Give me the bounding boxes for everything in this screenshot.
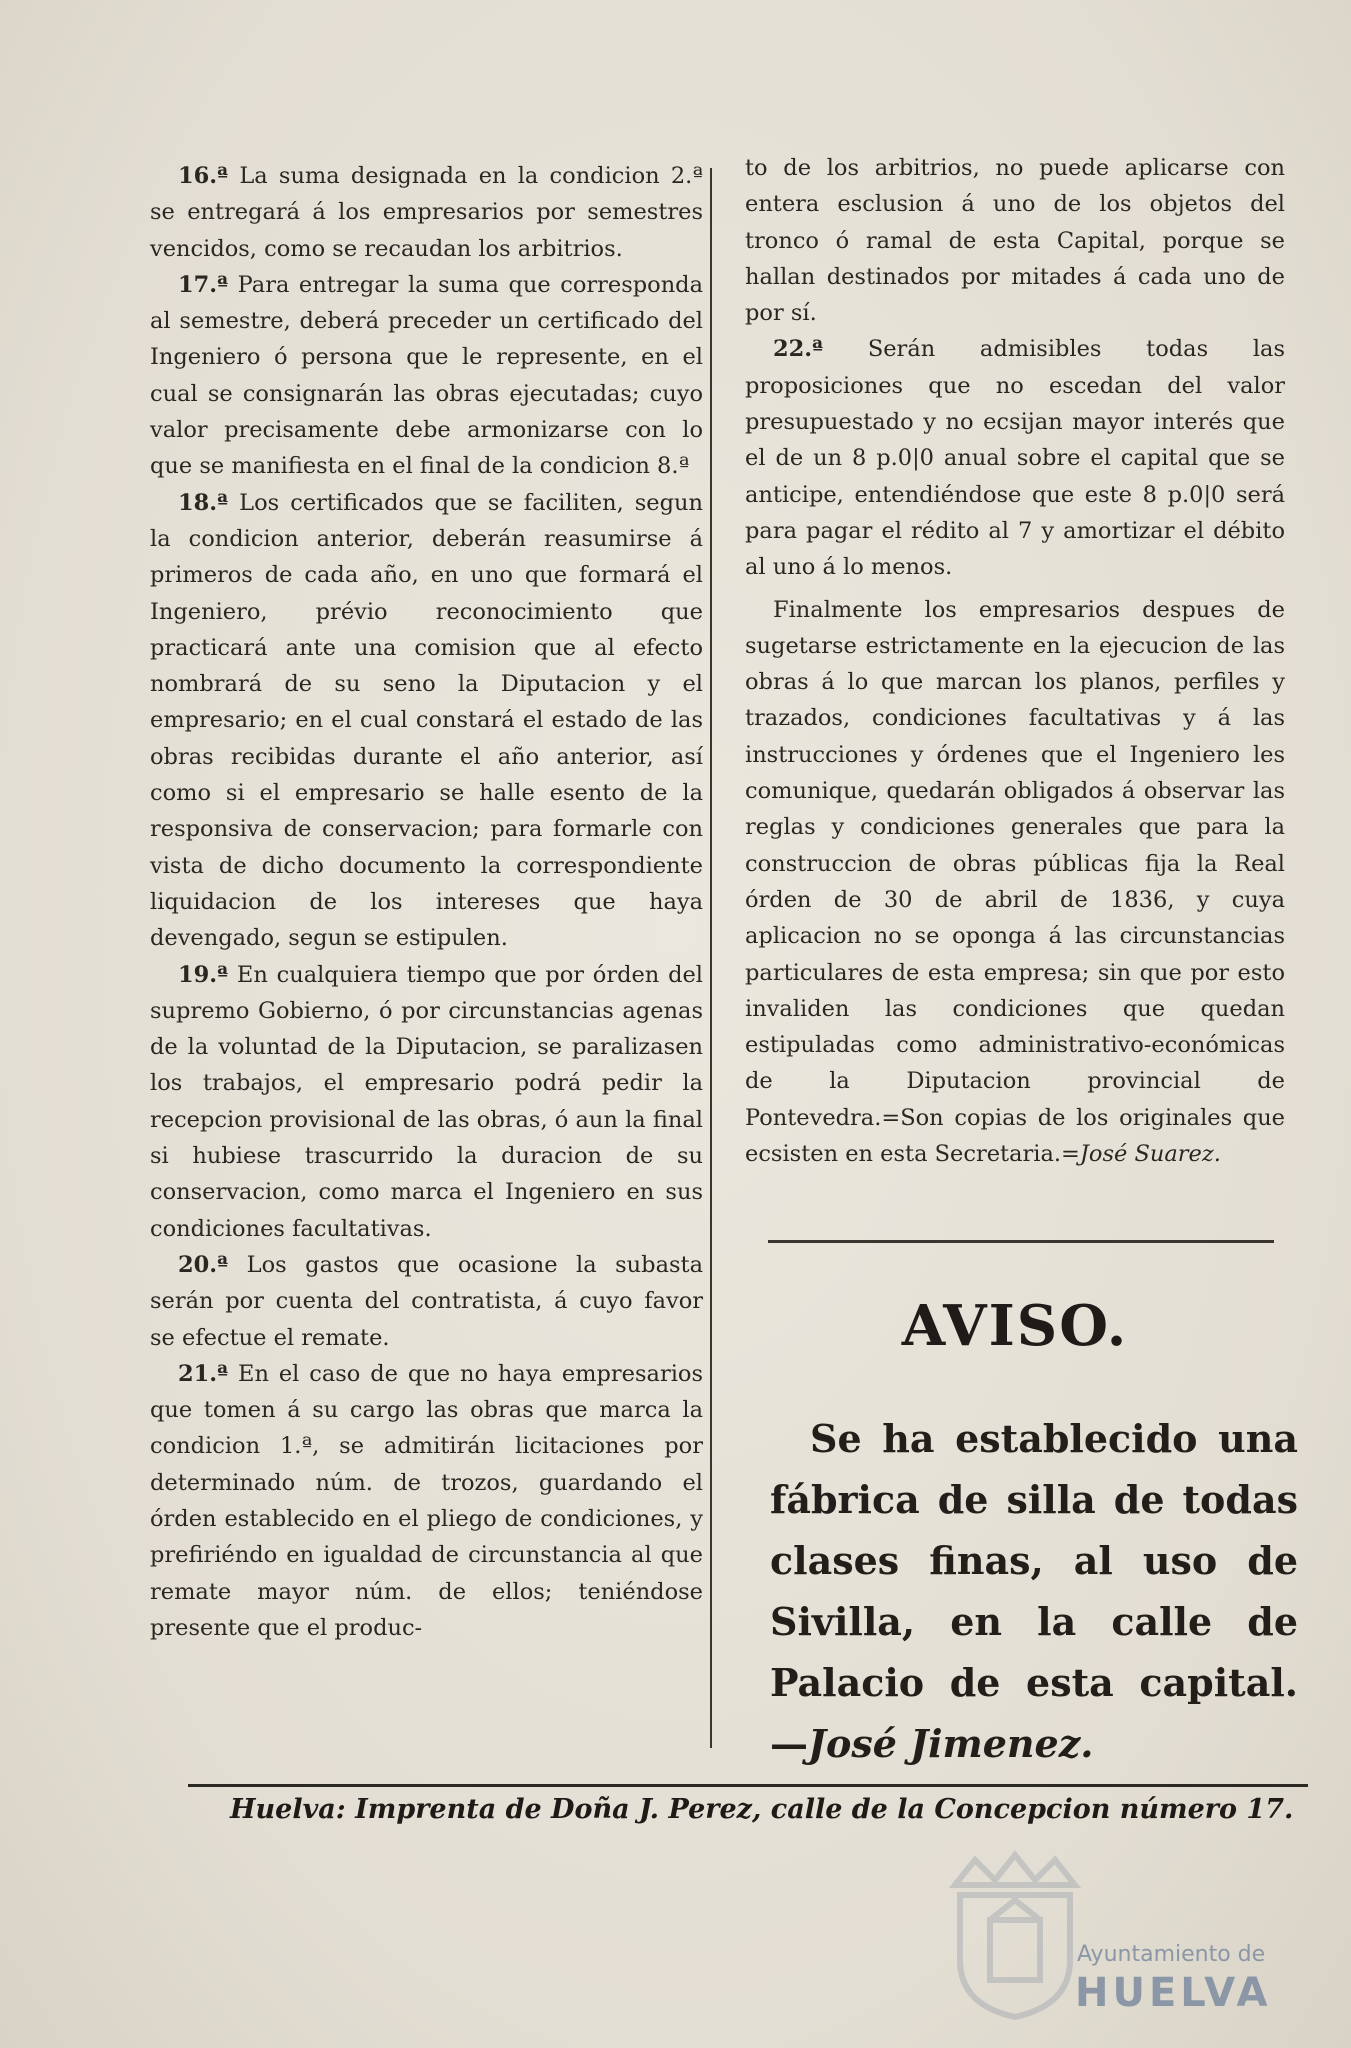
condition-number: 22.ª xyxy=(773,336,824,363)
right-column xyxy=(745,150,1285,1172)
condition-text: La suma designada en la condicion 2.ª se entregará á los empresarios por semestres vencidos, como se recaudan los arbitrios. xyxy=(150,163,703,262)
condition-number: 17.ª xyxy=(178,271,229,298)
condition-19 xyxy=(150,957,703,1247)
condition-number: 20.ª xyxy=(178,1251,229,1278)
condition-16 xyxy=(150,158,703,267)
condition-22 xyxy=(745,331,1285,585)
condition-number: 21.ª xyxy=(178,1360,229,1387)
condition-text: En cualquiera tiempo que por órden del supremo Gobierno, ó por circunstancias agenas de la voluntad de la Diputacion, se paralizasen los trabajos, el empresario podrá pedir la recepcion provisional de las obras, ó aun la final si hubiese trascurrido la duracion de su conservacion, como marca el Ingeniero en sus condiciones facultativas. xyxy=(150,961,703,1242)
footer-divider xyxy=(188,1784,1308,1787)
closing-text: Finalmente los empresarios despues de sugetarse estrictamente en la ejecucion de las obras á lo que marcan los planos, perfiles y trazados, condiciones facultativas y á las instrucciones y órdenes que el Ingeniero les comunique, quedarán obligados á observar las reglas y condiciones generales que para la construccion de obras públicas fija la Real órden de 30 de abril de 1836, y cuya aplicacion no se oponga á las circunstancias particulares de esta empresa; sin que por esto invaliden las condiciones que quedan estipuladas como administrativo-económicas de la Diputacion provincial de Pontevedra.=Son copias de los originales que ecsisten en esta Secretaria.= xyxy=(745,596,1285,1168)
watermark-line1: Ayuntamiento de xyxy=(1077,1942,1266,1967)
aviso-text: Se ha establecido una fábrica de silla de todas clases finas, al uso de Sivilla, en la calle de Palacio de esta capital.— xyxy=(770,1416,1298,1766)
column-divider xyxy=(710,168,712,1748)
condition-number: 19.ª xyxy=(178,961,229,988)
condition-number: 16.ª xyxy=(178,163,229,189)
condition-20 xyxy=(150,1247,703,1356)
condition-text: Para entregar la suma que corresponda al semestre, deberá preceder un certificado del Ingeniero ó persona que le represente, en el cual se consignarán las obras ejecutadas; cuyo valor precisamente debe armonizarse con lo que se manifiesta en el final de la condicion 8.ª xyxy=(150,271,704,480)
condition-number: 18.ª xyxy=(178,489,229,516)
condition-17 xyxy=(150,267,703,485)
condition-18 xyxy=(150,485,703,957)
continuation-paragraph: to de los arbitrios, no puede aplicarse con entera esclusion á uno de los objetos del tronco ó ramal de esta Capital, porque se hallan destinados por mitades á cada uno de por sí. xyxy=(745,155,1285,327)
watermark-line2: HUELVA xyxy=(1075,1970,1272,2016)
secretary-signature: José Suarez. xyxy=(1079,1141,1221,1168)
condition-text: Serán admisibles todas las proposiciones que no escedan del valor presupuestado y no ecsijan mayor interés que el de un 8 p.0|0 anual sobre el capital que se anticipe, entendiéndose que este 8 p.0|0 será para pagar el rédito al 7 y amortizar el débito al uno á lo menos. xyxy=(745,336,1286,581)
condition-21 xyxy=(150,1356,703,1646)
closing-paragraph xyxy=(745,592,1285,1173)
section-divider xyxy=(768,1240,1274,1243)
condition-text: En el caso de que no haya empresarios que tomen á su cargo las obras que marca la condicion 1.ª, se admitirán licitaciones por determinado núm. de trozos, guardando el órden establecido en el pliego de condiciones, y prefiriéndo en igualdad de circunstancia al que remate mayor núm. de ellos; teniéndose presente que el produc- xyxy=(150,1360,703,1641)
aviso-notice xyxy=(770,1408,1298,1774)
printer-imprint: Huelva: Imprenta de Doña J. Perez, calle de la Concepcion número 17. xyxy=(230,1794,1294,1825)
left-column xyxy=(150,158,703,1646)
condition-text: Los certificados que se faciliten, segun la condicion anterior, deberán reasumirse á primeros de cada año, en uno que formará el Ingeniero, prévio reconocimiento que practicará ante una comision que al efecto nombrará de su seno la Diputacion y el empresario; en el cual constará el estado de las obras recibidas durante el año anterior, así como si el empresario se halle esento de la responsiva de conservacion; para formarle con vista de dicho documento la correspondiente liquidacion de los intereses que haya devengado, segun se estipulen. xyxy=(150,489,703,952)
condition-text: Los gastos que ocasione la subasta serán por cuenta del contratista, á cuyo favor se efectue el remate. xyxy=(150,1251,703,1351)
aviso-heading: AVISO. xyxy=(901,1293,1129,1359)
aviso-signature: José Jimenez. xyxy=(808,1721,1094,1766)
